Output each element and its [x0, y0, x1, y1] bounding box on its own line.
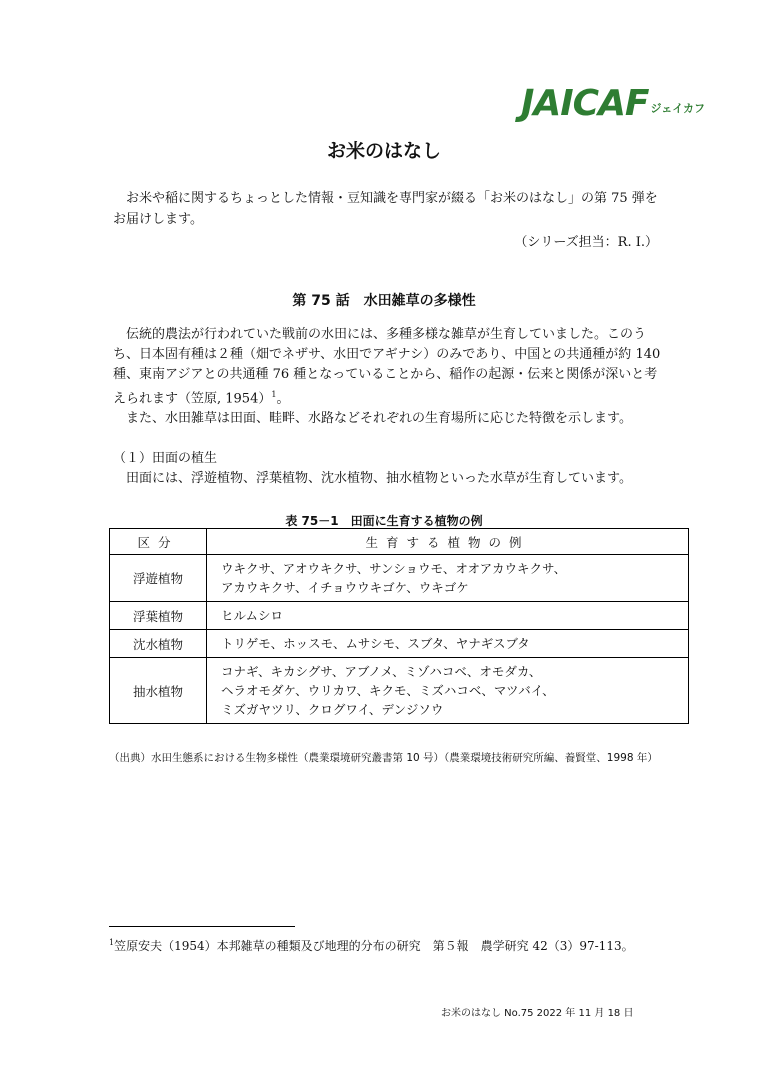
- jaicaf-logo: [521, 82, 705, 122]
- table-row: [110, 602, 689, 630]
- table-row: [110, 555, 689, 602]
- row-examples: [207, 630, 689, 658]
- body-paragraph-1-end: 。: [276, 391, 290, 407]
- table-row: [110, 658, 689, 724]
- table-caption: 表 75－1 田面に生育する植物の例: [285, 514, 483, 528]
- table-header-row: [110, 529, 689, 555]
- header-category: 区分: [110, 529, 207, 555]
- episode-title: 第 75 話 水田雑草の多様性: [292, 293, 476, 309]
- footnote-divider: [109, 926, 295, 927]
- body-paragraph-1-text: 伝統的農法が行われていた戦前の水田には、多種多様な雑草が生育していました。このうち、日本固有種は２種（畑でネザサ、水田でアギナシ）のみであり、中国との共通種が約 140 種、東南アジアとの共通種 76 種となっていることから、稲作の起源・伝来と関係が深いと考えられます（笠原, 1954）: [113, 327, 661, 407]
- section-text: 田面には、浮遊植物、浮葉植物、沈水植物、抽水植物といった水草が生育しています。: [126, 471, 632, 486]
- logo-wordmark: JAICAF: [521, 83, 649, 124]
- example-line: ヘラオモダケ、ウリカワ、キクモ、ミズハコベ、マツバイ、: [221, 683, 555, 698]
- page-footer: お米のはなし No.75 2022 年 11 月 18 日: [441, 1008, 634, 1019]
- plants-table: [109, 528, 689, 724]
- footnote: [109, 933, 665, 956]
- body-paragraph-1: [113, 325, 661, 409]
- logo-katakana: ジェイカフ: [650, 102, 705, 115]
- header-examples: 生育する植物の例: [207, 529, 689, 555]
- table-source: （出典）水田生態系における生物多様性（農業環境研究叢書第 10 号）（農業環境技術研究所編、養賢堂、1998 年）: [109, 752, 658, 764]
- example-line: トリゲモ、ホッスモ、ムサシモ、スブタ、ヤナギスブタ: [221, 636, 530, 651]
- body-text: [113, 325, 661, 429]
- row-category: 浮葉植物: [110, 602, 207, 630]
- example-line: コナギ、キカシグサ、アブノメ、ミゾハコベ、オモダカ、: [221, 664, 542, 679]
- section-heading: （１）田面の植生: [113, 451, 218, 466]
- series-credit: （シリーズ担当：R. I.）: [514, 235, 658, 250]
- section-rice-field: [113, 449, 661, 489]
- footnote-mark: 1: [109, 938, 115, 947]
- footnote-text: 笠原安夫（1954）本邦雑草の種類及び地理的分布の研究 第５報 農学研究 42（3）97-113。: [114, 939, 634, 953]
- example-line: ミズガヤツリ、クログワイ、デンジソウ: [221, 702, 444, 717]
- example-line: ウキクサ、アオウキクサ、サンショウモ、オオアカウキクサ、: [221, 561, 567, 576]
- row-examples: [207, 555, 689, 602]
- footnote-reference: 1: [271, 390, 277, 399]
- table-row: [110, 630, 689, 658]
- page-title: お米のはなし: [326, 140, 441, 162]
- row-category: 沈水植物: [110, 630, 207, 658]
- example-line: アカウキクサ、イチョウウキゴケ、ウキゴケ: [221, 580, 469, 595]
- intro-block: [113, 188, 661, 230]
- row-category: 浮遊植物: [110, 555, 207, 602]
- intro-text: お米や稲に関するちょっとした情報・豆知識を専門家が綴る「お米のはなし」の第 75 弾をお届けします。: [113, 191, 658, 227]
- row-category: 抽水植物: [110, 658, 207, 724]
- example-line: ヒルムシロ: [221, 608, 284, 623]
- row-examples: [207, 658, 689, 724]
- row-examples: [207, 602, 689, 630]
- body-paragraph-2: また、水田雑草は田面、畦畔、水路などそれぞれの生育場所に応じた特徴を示します。: [126, 411, 632, 427]
